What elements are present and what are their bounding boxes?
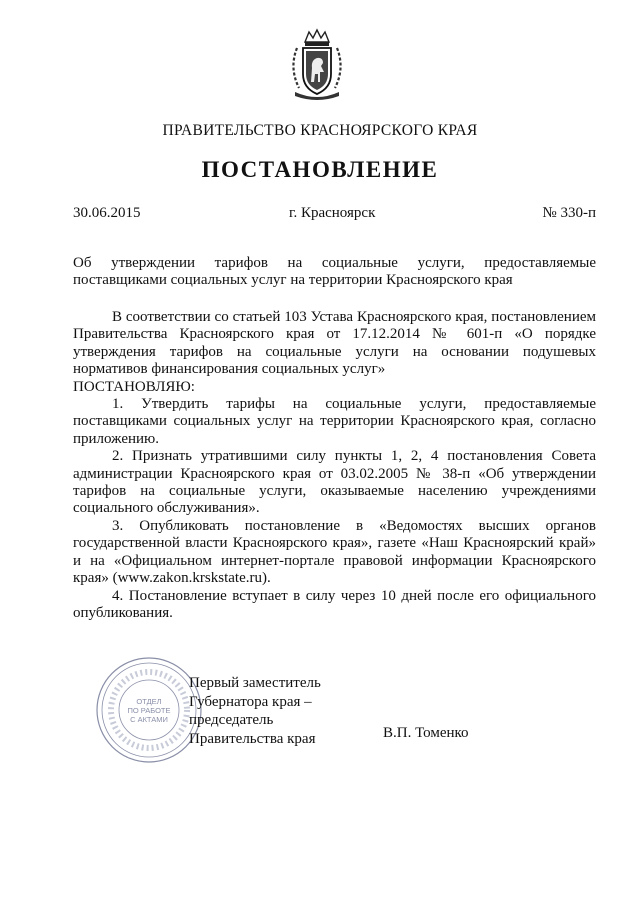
signatory-position-line: Первый заместитель	[189, 675, 321, 691]
signatory-position-line: председатель	[189, 712, 274, 728]
document-city: г. Красноярск	[289, 205, 376, 221]
preamble-paragraph: В соответствии со статьей 103 Устава Красноярского края, постановлением Правительства Красноярского края от 17.12.2014 № 601-п «О порядке утверждения тарифов на социальные услуги на основании подушевых нормативов финансирования социальных услуг»	[73, 309, 596, 378]
item-1-paragraph: 1. Утвердить тарифы на социальные услуги, предоставляемые поставщиками социальных услуг на территории Красноярского края, согласно приложению.	[73, 396, 596, 447]
document-body	[73, 309, 596, 622]
item-2-paragraph: 2. Признать утратившими силу пункты 1, 2, 4 постановления Совета администрации Красноярского края от 03.02.2005 № 38-п «Об утверждении тарифов на социальные услуги, оказываемые населению учреждениями социального обслуживания».	[73, 448, 596, 517]
signatory-name: В.П. Томенко	[383, 725, 469, 741]
signatory-position-line: Губернатора края –	[189, 693, 312, 710]
government-title: ПРАВИТЕЛЬСТВО КРАСНОЯРСКОГО КРАЯ	[162, 122, 478, 139]
item-4-paragraph: 4. Постановление вступает в силу через 10 дней после его официального опубликования.	[73, 587, 596, 621]
item-3-paragraph: 3. Опубликовать постановление в «Ведомостях высших органов государственной власти Красноярского края», газете «Наш Красноярский край» и на «Официальном интернет-портале правовой информации Красноярского края» (www.zakon.krskstate.ru).	[73, 517, 596, 587]
signatory-position	[189, 674, 321, 748]
signatory-position-line: Правительства края	[189, 730, 316, 747]
coat-of-arms-icon	[287, 28, 347, 102]
document-number: № 330-п	[542, 205, 596, 221]
stamp-line-3: С АКТАМИ	[130, 715, 168, 724]
stamp-line-1: ОТДЕЛ	[136, 697, 162, 706]
document-date: 30.06.2015	[73, 205, 141, 221]
document-subject: Об утверждении тарифов на социальные услуги, предоставляемые поставщиками социальных услуг на территории Красноярского края	[73, 255, 596, 288]
document-type: ПОСТАНОВЛЕНИЕ	[201, 157, 439, 182]
resolve-heading: ПОСТАНОВЛЯЮ:	[73, 378, 195, 395]
stamp-line-2: ПО РАБОТЕ	[127, 706, 171, 715]
official-stamp	[94, 654, 204, 766]
